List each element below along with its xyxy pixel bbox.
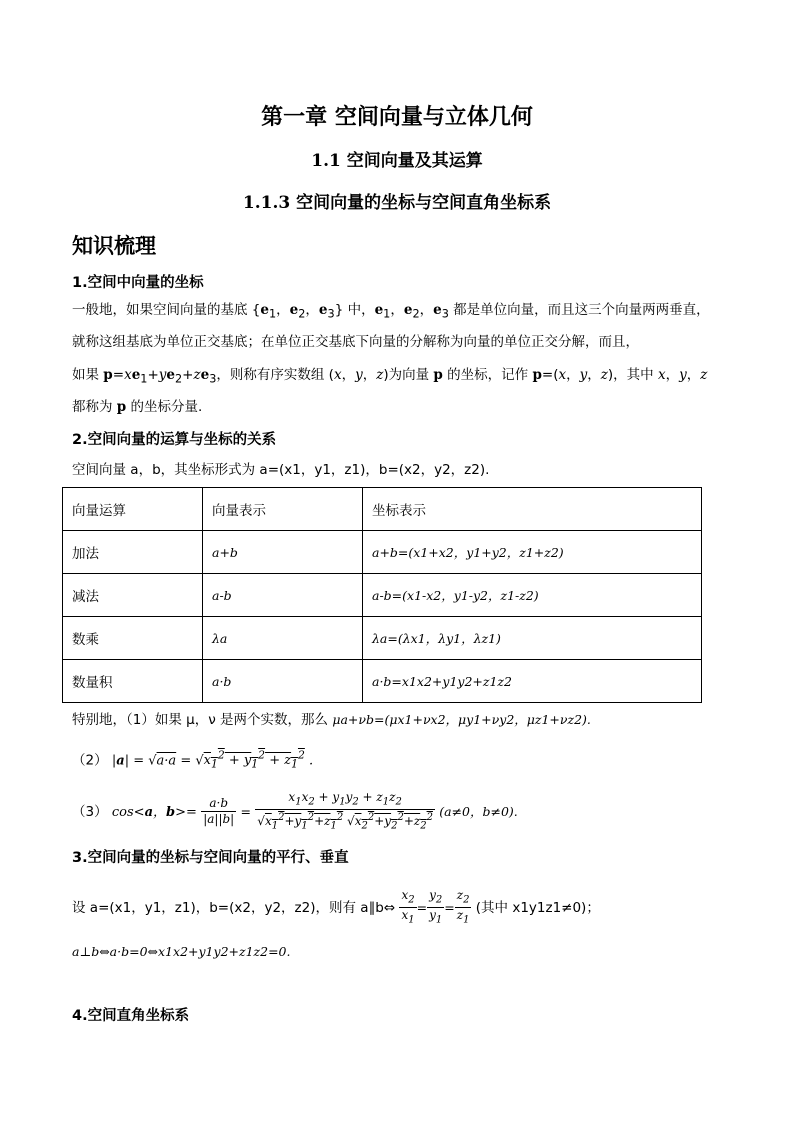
cosine-formula: cos<a，b>= <box>111 804 197 820</box>
expr-cell: λa <box>203 617 363 660</box>
s2-title: 2.空间向量的运算与坐标的关系 <box>72 432 277 448</box>
s1-line4: 都称为 p 的坐标分量. <box>72 399 203 415</box>
op-cell: 数乘 <box>63 617 203 660</box>
coord-cell: a-b=(x1-x2，y1-y2，z1-z2) <box>363 574 702 617</box>
s3-line1: 设 a=(x1，y1，z1)，b=(x2，y2，z2)，则有 a∥b⇔ $\frac{x_2}{x_1}$ = $\frac{y_2}{y_1}$ = $\frac{z_2}{z_1}$ (其中 x1y1z1≠0)； <box>72 888 600 926</box>
header-cell: 向量表示 <box>203 488 363 531</box>
subsection-title: 1.1.3 空间向量的坐标与空间直角坐标系 <box>242 193 552 213</box>
s2-intro: 空间向量 a，b，其坐标形式为 a=(x1，y1，z1)，b=(x2，y2，z2). <box>72 462 490 478</box>
cos-fraction-2: $\frac{x_1x_2 + y_1y_2 + z_1z_2}{√x_1^2+y_1^2+z_1^2 √x_2^2+y_2^2+z_2^2}$ <box>257 790 433 832</box>
knowledge-heading: 知识梳理 <box>72 234 156 258</box>
coord-cell: λa=(λx1，λy1，λz1) <box>363 617 702 660</box>
operations-table <box>62 487 702 703</box>
special-1: 特别地，（1）如果 μ，ν 是两个实数，那么 μa+νb=(μx1+νx2，μy1+νy2，μz1+νz2). <box>72 712 591 728</box>
s1-line2: 就称这组基底为单位正交基底；在单位正交基底下向量的分解称为向量的单位正交分解，而且， <box>72 334 639 350</box>
coord-cell: a·b=x1x2+y1y2+z1z2 <box>363 660 702 703</box>
header-cell: 坐标表示 <box>363 488 702 531</box>
s3-line2: a⊥b⇔a·b=0⇔x1x2+y1y2+z1z2=0. <box>72 944 291 959</box>
s1-title: 1.空间中向量的坐标 <box>72 275 204 291</box>
magnitude-formula: $|a| = √a\cdot a = √x_1^2 + y_1^2 + z_1^2$ . <box>111 749 314 771</box>
expr-cell: a+b <box>203 531 363 574</box>
s4-title: 4.空间直角坐标系 <box>72 1008 190 1024</box>
op-cell: 减法 <box>63 574 203 617</box>
op-cell: 数量积 <box>63 660 203 703</box>
s1-line3: 如果 $p=xe_1+ye_2+ze_3$，则称有序实数组 (x，y，z)为向量 p 的坐标，记作 p=(x，y，z)，其中 x，y，z <box>72 367 708 386</box>
coord-cell: a+b=(x1+x2，y1+y2，z1+z2) <box>363 531 702 574</box>
s3-title: 3.空间向量的坐标与空间向量的平行、垂直 <box>72 850 349 866</box>
table-header-row <box>63 488 702 531</box>
table-row <box>63 574 702 617</box>
op-cell: 加法 <box>63 531 203 574</box>
chapter-title: 第一章 空间向量与立体几何 <box>261 104 533 130</box>
cos-fraction-1: $\frac{a\cdot b}{|a||b|}$ <box>203 796 235 827</box>
table-row <box>63 531 702 574</box>
table-row <box>63 660 702 703</box>
expr-cell: a·b <box>203 660 363 703</box>
special-3: （3） cos<a，b>= $\frac{a\cdot b}{|a||b|}$ = $\frac{x_1x_2 + y_1y_2 + z_1z_2}{√x_1^2+y_1^2+z_1^2 √x_2^2+y_2^2+z_2^2}$ (a≠0，b≠0). <box>72 790 518 832</box>
table-row <box>63 617 702 660</box>
special-2: （2） $|a| = √a\cdot a = √x_1^2 + y_1^2 + z_1^2$ . <box>72 749 314 771</box>
header-cell: 向量运算 <box>63 488 203 531</box>
s1-line1: 一般地，如果空间向量的基底 {$e_1$，$e_2$，$e_3$} 中，$e_1$，$e_2$，$e_3$ 都是单位向量，而且这三个向量两两垂直， <box>72 302 710 321</box>
section-title: 1.1 空间向量及其运算 <box>311 151 483 171</box>
expr-cell: a-b <box>203 574 363 617</box>
